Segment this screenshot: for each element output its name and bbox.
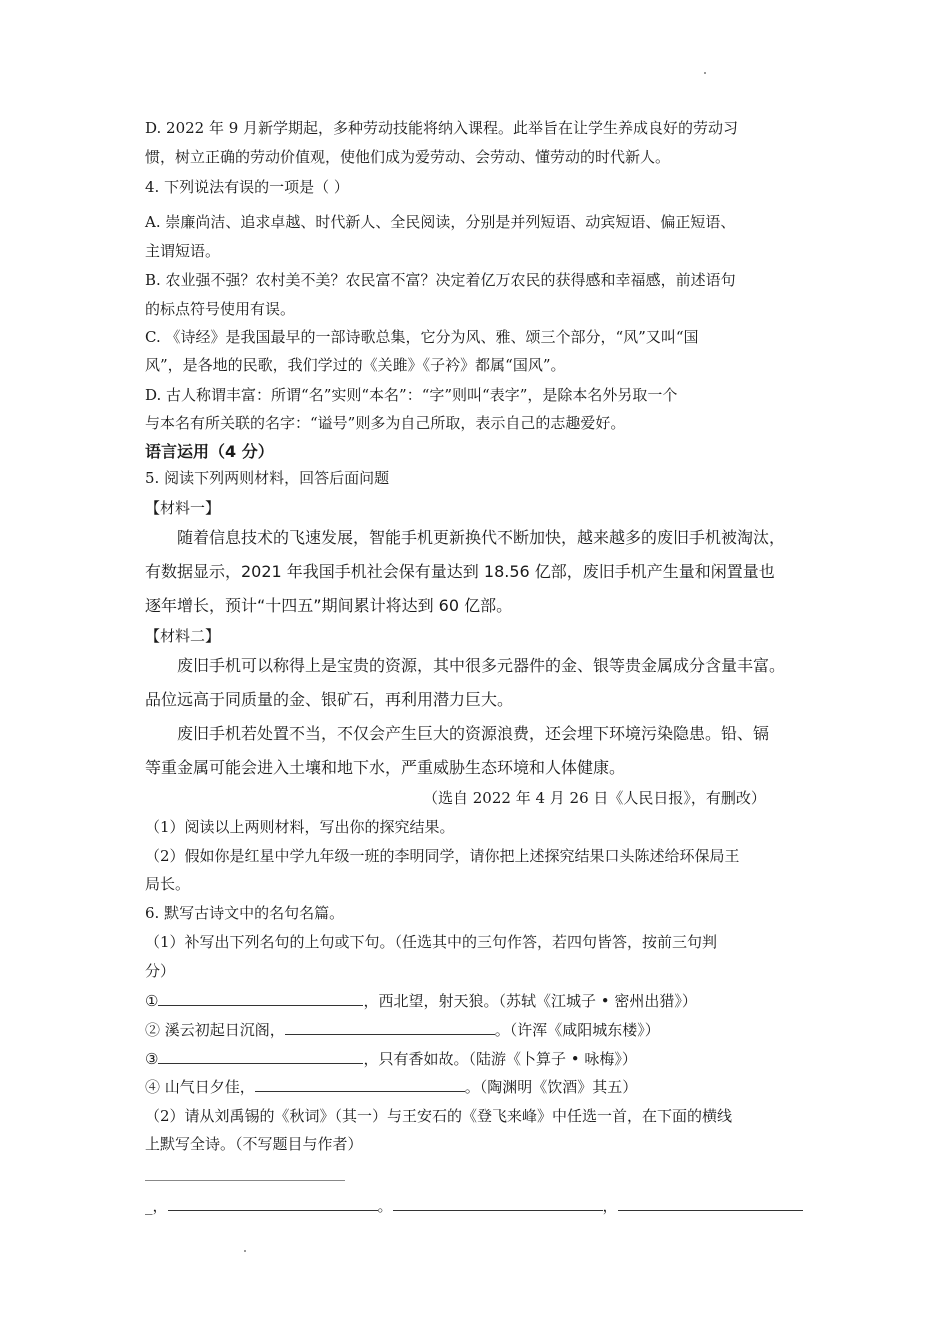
q6-sub1-line2: 分） <box>145 962 176 980</box>
q6-line2-suffix: 。（许浑《咸阳城东楼》） <box>494 1021 660 1039</box>
q6-line1-prefix: ① <box>145 992 159 1010</box>
q6-sub1-line1: （1）补写出下列名句的上句或下句。（任选其中的三句作答，若四句皆答，按前三句判 <box>145 933 718 951</box>
final-prefix: _， <box>145 1197 168 1215</box>
final-blank-1[interactable] <box>168 1195 378 1211</box>
q5-sub2-line2: 局长。 <box>145 875 191 893</box>
material-two-label: 【材料二】 <box>145 627 221 645</box>
material-one-line2: 有数据显示，2021 年我国手机社会保有量达到 18.56 亿部，废旧手机产生量和闲置量也 <box>145 562 775 581</box>
final-blank-3[interactable] <box>618 1195 803 1211</box>
q6-stem: 6. 默写古诗文中的名句名篇。 <box>145 904 345 922</box>
q4-option-d-line2: 与本名有所关联的名字：“谥号”则多为自己所取，表示自己的志趣爱好。 <box>145 414 626 432</box>
material-two-line2: 品位远高于同质量的金、银矿石，再利用潜力巨大。 <box>145 690 514 709</box>
q5-sub1: （1）阅读以上两则材料，写出你的探究结果。 <box>145 818 455 836</box>
answer-rule <box>145 1180 345 1181</box>
q6-line3-suffix: ，只有香如故。（陆游《卜算子 • 咏梅》） <box>363 1050 637 1068</box>
q6-final-answer-line <box>145 1195 803 1216</box>
final-blank-2[interactable] <box>393 1195 603 1211</box>
q4-option-b-line2: 的标点符号使用有误。 <box>145 300 296 318</box>
material-source: （选自 2022 年 4 月 26 日《人民日报》，有删改） <box>423 789 766 807</box>
final-comma: ， <box>602 1197 618 1215</box>
q4-option-a-line1: A. 崇廉尚洁、追求卓越、时代新人、全民阅读，分别是并列短语、动宾短语、偏正短语、 <box>145 213 736 231</box>
q6-line2-prefix: ② 溪云初起日沉阁， <box>145 1021 285 1039</box>
q6-sub2-line1: （2）请从刘禹锡的《秋词》（其一）与王安石的《登飞来峰》中任选一首，在下面的横线 <box>145 1107 733 1125</box>
q3-option-d-line1: D. 2022 年 9 月新学期起，多种劳动技能将纳入课程。此举旨在让学生养成良好的劳动习 <box>145 119 739 137</box>
material-one-label: 【材料一】 <box>145 499 221 517</box>
q4-option-a-line2: 主谓短语。 <box>145 242 221 260</box>
q4-option-c-line1: C. 《诗经》是我国最早的一部诗歌总集，它分为风、雅、颂三个部分，“风”又叫“国 <box>145 328 699 346</box>
q6-line1 <box>145 990 697 1011</box>
final-period: 。 <box>377 1197 393 1215</box>
q6-line3-blank[interactable] <box>158 1048 363 1064</box>
q3-option-d-line2: 惯，树立正确的劳动价值观，使他们成为爱劳动、会劳动、懂劳动的时代新人。 <box>145 148 671 166</box>
q6-line4-blank[interactable] <box>255 1076 465 1092</box>
q6-line1-blank[interactable] <box>158 990 363 1006</box>
section-title: 语言运用（4 分） <box>145 442 274 461</box>
page-mark-dot <box>704 72 706 74</box>
q6-line3 <box>145 1048 637 1069</box>
q6-line4-prefix: ④ 山气日夕佳， <box>145 1078 255 1096</box>
q6-line4 <box>145 1076 637 1097</box>
q6-line3-prefix: ③ <box>145 1050 159 1068</box>
q4-stem: 4. 下列说法有误的一项是（ ） <box>145 178 349 196</box>
material-two-line4: 等重金属可能会进入土壤和地下水，严重威胁生态环境和人体健康。 <box>145 758 626 777</box>
material-two-line3: 废旧手机若处置不当，不仅会产生巨大的资源浪费，还会埋下环境污染隐患。铅、镉 <box>177 724 770 743</box>
q6-line2-blank[interactable] <box>285 1019 495 1035</box>
material-two-line1: 废旧手机可以称得上是宝贵的资源，其中很多元器件的金、银等贵金属成分含量丰富。 <box>177 656 786 675</box>
q6-line1-suffix: ，西北望，射天狼。（苏轼《江城子 • 密州出猎》） <box>363 992 697 1010</box>
q5-stem: 5. 阅读下列两则材料，回答后面问题 <box>145 469 390 487</box>
q4-option-c-line2: 风”，是各地的民歌，我们学过的《关雎》《子衿》都属“国风”。 <box>145 356 566 374</box>
q4-option-b-line1: B. 农业强不强？农村美不美？农民富不富？决定着亿万农民的获得感和幸福感，前述语句 <box>145 271 736 289</box>
q6-sub2-line2: 上默写全诗。（不写题目与作者） <box>145 1135 363 1153</box>
q6-line2 <box>145 1019 660 1040</box>
q4-option-d-line1: D. 古人称谓丰富：所谓“名”实则“本名”：“字”则叫“表字”，是除本名外另取一个 <box>145 386 678 404</box>
material-one-line1: 随着信息技术的飞速发展，智能手机更新换代不断加快，越来越多的废旧手机被淘汰， <box>177 528 786 547</box>
q6-line4-suffix: 。（陶渊明《饮酒》其五） <box>464 1078 638 1096</box>
q5-sub2-line1: （2）假如你是红星中学九年级一班的李明同学，请你把上述探究结果口头陈述给环保局王 <box>145 847 740 865</box>
page-mark-dot-bottom <box>244 1250 246 1252</box>
material-one-line3: 逐年增长，预计“十四五”期间累计将达到 60 亿部。 <box>145 596 513 615</box>
